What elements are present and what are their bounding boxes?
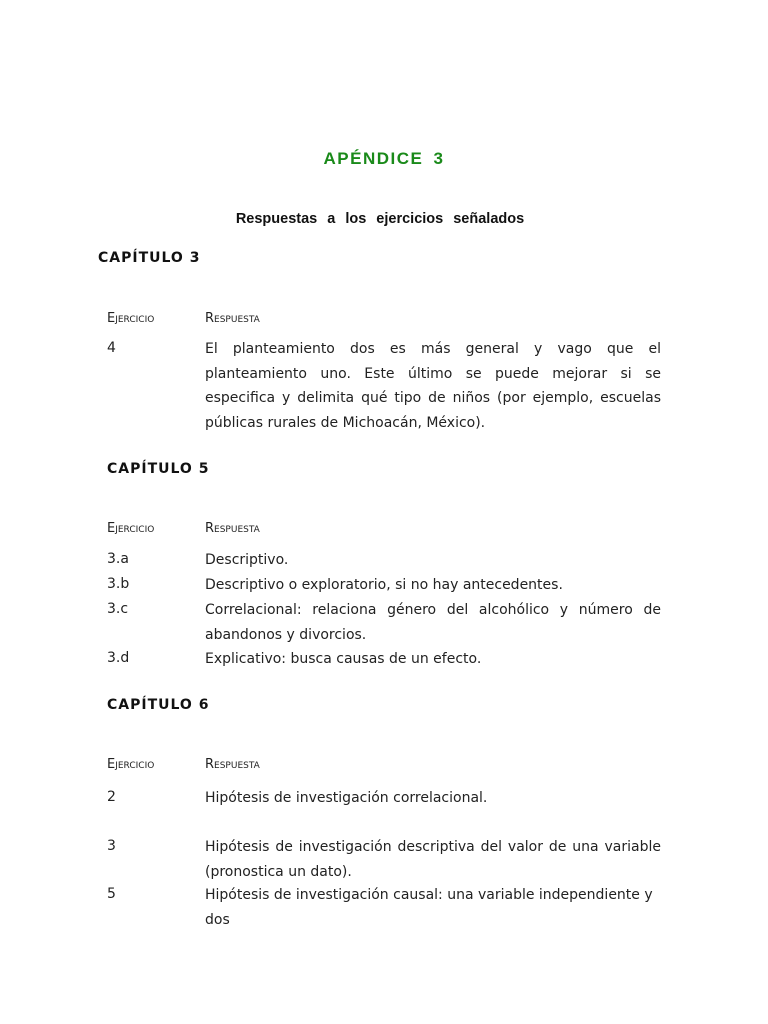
- appendix-subtitle: Respuestas a los ejercicios señalados: [235, 211, 525, 227]
- exercise-number: 3.d: [107, 650, 130, 666]
- chapter-6-heading: CAPÍTULO 6: [107, 697, 210, 713]
- exercise-number: 5: [107, 886, 116, 902]
- exercise-answer: Hipótesis de investigación descriptiva del valor de una variable (pronostica un dato).: [205, 839, 661, 880]
- exercise-column-header: Ejercicio: [107, 311, 155, 326]
- exercise-number: 2: [107, 789, 116, 805]
- exercise-answer: El planteamiento dos es más general y vago que el planteamiento uno. Este último se puede mejorar si se especifica y delimita qué tipo de niños (por ejemplo, escuelas públicas rurales de Michoacán, México).: [205, 341, 661, 431]
- exercise-number: 3.c: [107, 601, 129, 617]
- exercise-answer: Descriptivo.: [205, 552, 289, 568]
- exercise-number: 3: [107, 838, 116, 854]
- exercise-answer: Explicativo: busca causas de un efecto.: [205, 651, 482, 667]
- answer-column-header: Respuesta: [205, 757, 260, 772]
- chapter-5-heading: CAPÍTULO 5: [107, 461, 210, 477]
- chapter-3-heading: CAPÍTULO 3: [98, 250, 201, 266]
- answer-column-header: Respuesta: [205, 311, 260, 326]
- exercise-number: 3.a: [107, 551, 129, 567]
- answer-column-header: Respuesta: [205, 521, 260, 536]
- exercise-number: 3.b: [107, 576, 130, 592]
- exercise-column-header: Ejercicio: [107, 521, 155, 536]
- exercise-answer: Hipótesis de investigación correlacional.: [205, 790, 488, 806]
- exercise-column-header: Ejercicio: [107, 757, 155, 772]
- exercise-answer: Correlacional: relaciona género del alcohólico y número de abandonos y divorcios.: [205, 602, 661, 643]
- exercise-answer: Hipótesis de investigación causal: una variable independiente y dos: [205, 887, 653, 928]
- appendix-title: APÉNDICE 3: [323, 149, 445, 168]
- exercise-number: 4: [107, 340, 116, 356]
- exercise-answer: Descriptivo o exploratorio, si no hay antecedentes.: [205, 577, 563, 593]
